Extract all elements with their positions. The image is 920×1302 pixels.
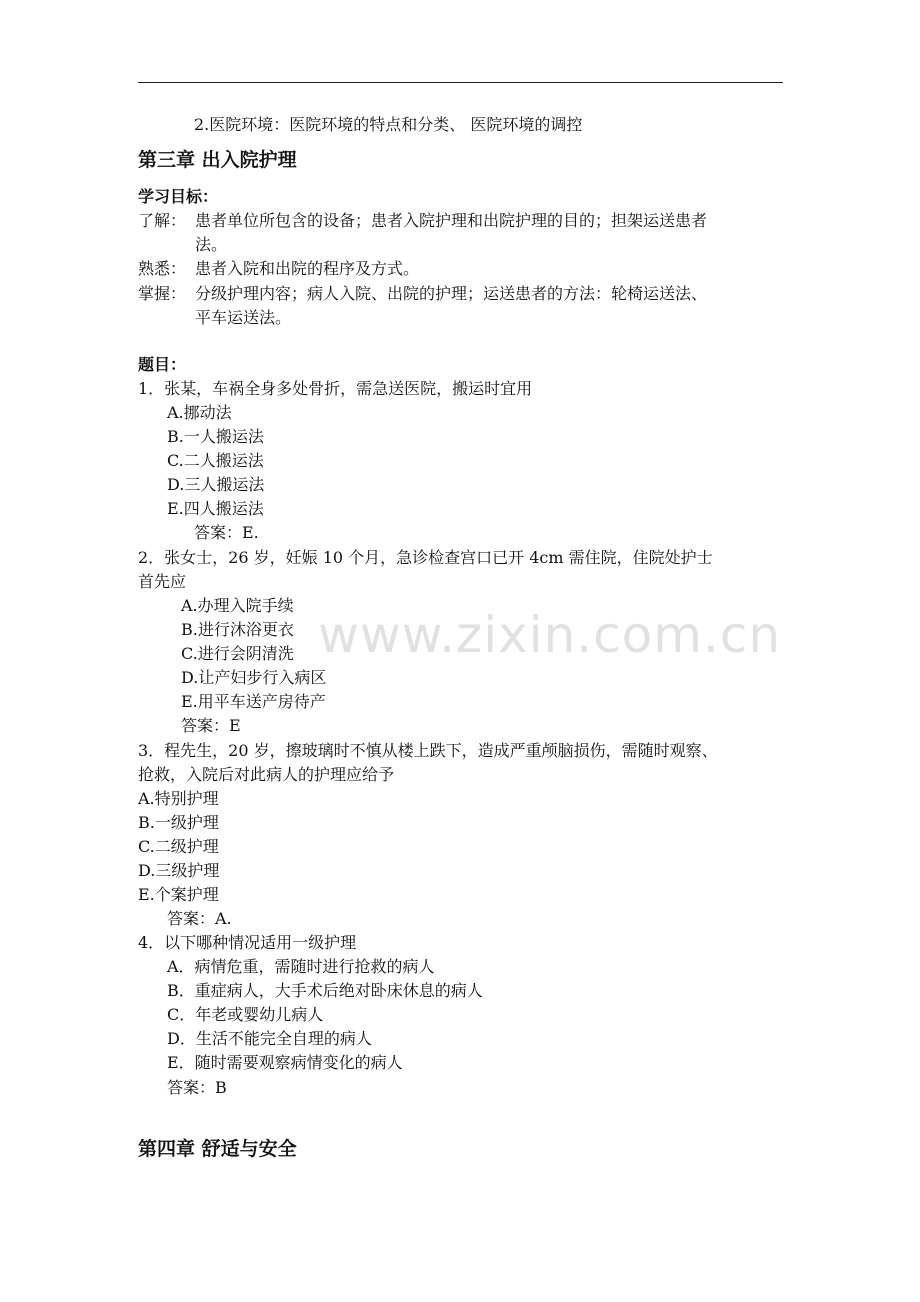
header-rule (138, 82, 783, 83)
question-answer: 答案：A. (167, 909, 232, 928)
question-stem: 1．张某，车祸全身多处骨折，需急送医院，搬运时宜用 (138, 379, 533, 398)
question-stem: 2．张女士，26 岁，妊娠 10 个月，急诊检查宫口已开 4cm 需住院，住院处护士 (138, 548, 713, 567)
question-option: A.挪动法 (167, 403, 232, 422)
objective-text: 患者单位所包含的设备；患者入院护理和出院护理的目的；担架运送患者 (195, 211, 708, 230)
question-stem: 4．以下哪种情况适用一级护理 (138, 933, 357, 952)
question-option: C.二人搬运法 (167, 451, 264, 470)
question-option: C.进行会阴清洗 (181, 644, 294, 663)
question-answer: 答案：E. (194, 523, 259, 542)
objectives-label: 学习目标： (138, 187, 219, 206)
question-option: B.进行沐浴更衣 (181, 620, 294, 639)
question-option: D.三人搬运法 (167, 475, 265, 494)
chapter-4-title: 第四章 舒适与安全 (138, 1138, 297, 1160)
question-option: E.四人搬运法 (167, 499, 264, 518)
question-option: D．生活不能完全自理的病人 (167, 1029, 372, 1048)
question-option: C．年老或婴幼儿病人 (167, 1005, 324, 1024)
question-stem-cont: 抢救，入院后对此病人的护理应给予 (138, 765, 395, 784)
objective-label: 了解： (138, 211, 187, 230)
previous-section-item: 2.医院环境：医院环境的特点和分类、 医院环境的调控 (194, 115, 583, 134)
objective-text-cont: 平车运送法。 (195, 308, 292, 327)
question-option: B.一人搬运法 (167, 427, 264, 446)
question-option: B.一级护理 (138, 813, 219, 832)
question-option: A.办理入院手续 (181, 596, 294, 615)
objective-text-cont: 法。 (195, 235, 228, 254)
questions-label: 题目： (138, 355, 187, 374)
objective-text: 分级护理内容；病人入院、出院的护理；运送患者的方法：轮椅运送法、 (195, 284, 708, 303)
question-answer: 答案：B (167, 1078, 227, 1097)
question-option: C.二级护理 (138, 837, 219, 856)
objective-text: 患者入院和出院的程序及方式。 (195, 259, 420, 278)
question-option: D.让产妇步行入病区 (181, 668, 327, 687)
question-option: A.特别护理 (138, 789, 219, 808)
question-option: E.用平车送产房待产 (181, 692, 326, 711)
question-option: E.个案护理 (138, 885, 219, 904)
question-option: A．病情危重，需随时进行抢救的病人 (167, 957, 435, 976)
question-option: E．随时需要观察病情变化的病人 (167, 1053, 403, 1072)
objective-label: 熟悉： (138, 259, 187, 278)
question-stem-cont: 首先应 (138, 572, 187, 591)
question-answer: 答案：E (181, 716, 241, 735)
question-option: B．重症病人，大手术后绝对卧床休息的病人 (167, 981, 483, 1000)
chapter-3-title: 第三章 出入院护理 (138, 149, 297, 171)
objective-label: 掌握： (138, 284, 187, 303)
site-watermark: www.zixin.com.cn (318, 606, 782, 664)
question-stem: 3．程先生，20 岁，擦玻璃时不慎从楼上跌下，造成严重颅脑损伤，需随时观察、 (138, 741, 718, 760)
question-option: D.三级护理 (138, 861, 220, 880)
